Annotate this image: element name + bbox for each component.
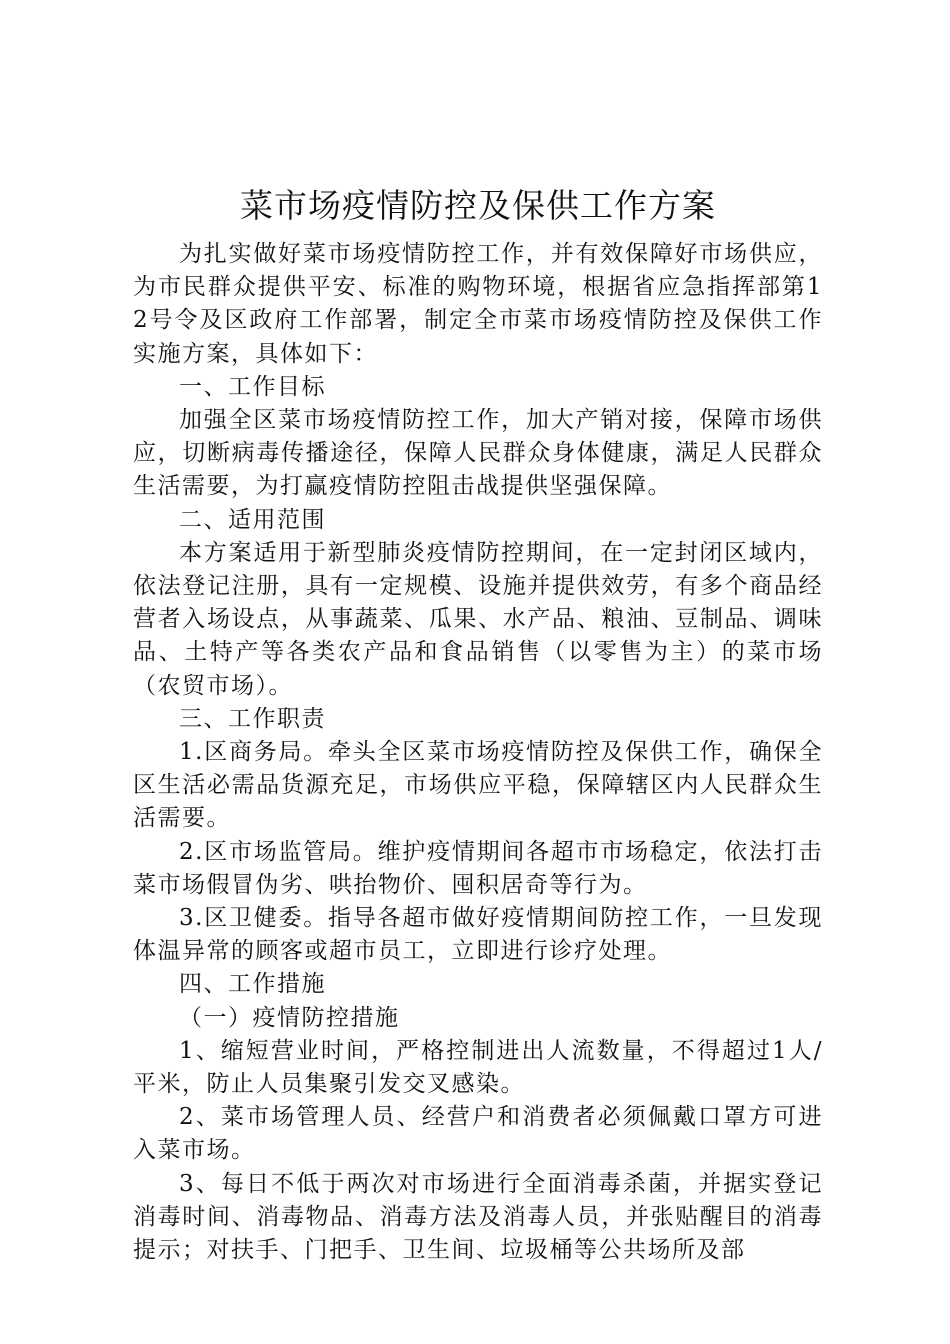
section-heading-measures: 四、工作措施 xyxy=(179,971,326,998)
document-page xyxy=(133,178,823,1267)
measure-item-1: 1、缩短营业时间，严格控制进出人流数量，不得超过1人/平米，防止人员集聚引发交叉感染。 xyxy=(133,1037,823,1098)
duty-item-health: 3.区卫健委。指导各超市做好疫情期间防控工作，一旦发现体温异常的顾客或超市员工，立即进行诊疗处理。 xyxy=(133,905,823,965)
goals-paragraph: 加强全区菜市场疫情防控工作，加大产销对接，保障市场供应，切断病毒传播途径，保障人民群众身体健康，满足人民群众生活需要，为打赢疫情防控阻击战提供坚强保障。 xyxy=(133,407,823,500)
section-heading-scope: 二、适用范围 xyxy=(179,506,326,533)
duty-item-commerce: 1.区商务局。牵头全区菜市场疫情防控及保供工作，确保全区生活必需品货源充足，市场供应平稳，保障辖区内人民群众生活需要。 xyxy=(133,739,823,832)
section-heading-duties: 三、工作职责 xyxy=(179,705,326,732)
subsection-heading-prevention: （一）疫情防控措施 xyxy=(179,1004,400,1031)
scope-paragraph: 本方案适用于新型肺炎疫情防控期间，在一定封闭区域内，依法登记注册，具有一定规模、设施并提供效劳，有多个商品经营者入场设点，从事蔬菜、瓜果、水产品、粮油、豆制品、调味品、土特产等各类农产品和食品销售（以零售为主）的菜市场（农贸市场）。 xyxy=(133,539,823,699)
measure-item-3: 3、每日不低于两次对市场进行全面消毒杀菌，并据实登记消毒时间、消毒物品、消毒方法及消毒人员，并张贴醒目的消毒提示；对扶手、门把手、卫生间、垃圾桶等公共场所及部 xyxy=(133,1170,823,1264)
section-heading-goals: 一、工作目标 xyxy=(179,373,326,400)
document-title: 菜市场疫情防控及保供工作方案 xyxy=(240,186,716,225)
duty-item-market-regulation: 2.区市场监管局。维护疫情期间各超市市场稳定，依法打击菜市场假冒伪劣、哄抬物价、囤积居奇等行为。 xyxy=(133,838,823,898)
intro-paragraph: 为扎实做好菜市场疫情防控工作，并有效保障好市场供应，为市民群众提供平安、标准的购物环境，根据省应急指挥部第12号令及区政府工作部署，制定全市菜市场疫情防控及保供工作实施方案，具体如下： xyxy=(133,241,823,367)
measure-item-2: 2、菜市场管理人员、经营户和消费者必须佩戴口罩方可进入菜市场。 xyxy=(133,1104,823,1164)
